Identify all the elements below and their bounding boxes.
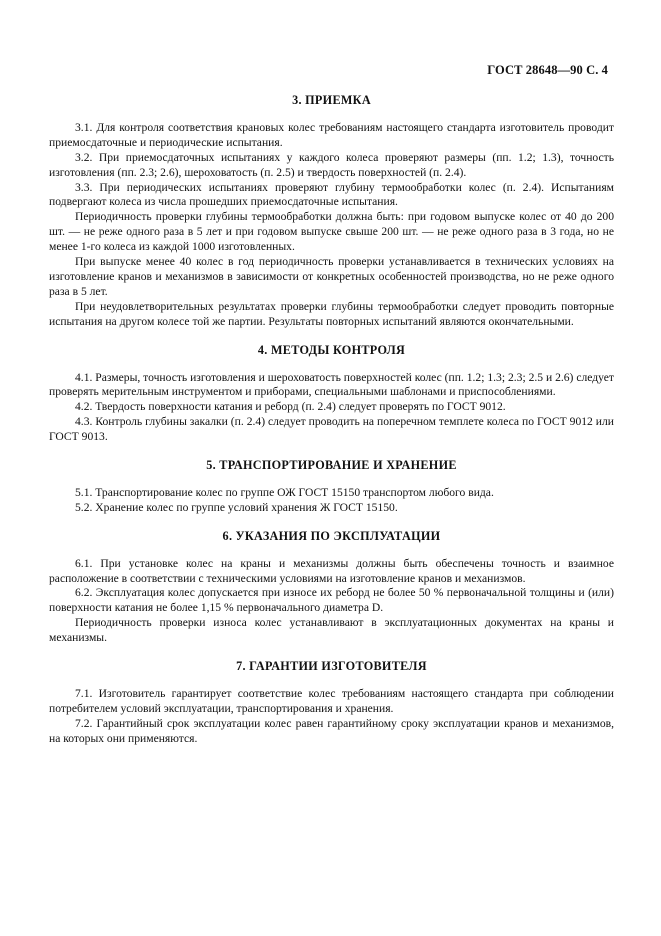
section-control-methods <box>49 343 614 445</box>
paragraph: 4.2. Твердость поверхности катания и реборд (п. 2.4) следует проверять по ГОСТ 9012. <box>75 400 506 414</box>
section-title: 4. МЕТОДЫ КОНТРОЛЯ <box>257 342 406 357</box>
paragraph: Периодичность проверки износа колес устанавливают в эксплуатационных документах на краны и механизмы. <box>49 616 614 645</box>
section-title: 3. ПРИЕМКА <box>292 93 371 107</box>
paragraph: 4.3. Контроль глубины закалки (п. 2.4) следует проводить на поперечном темплете колеса по ГОСТ 9012 или ГОСТ 9013. <box>49 415 614 444</box>
paragraph: 3.2. При приемосдаточных испытаниях у каждого колеса проверяют размеры (пп. 1.2; 1.3), точность изготовления (пп. 2.3; 2.6), шероховатость (п. 2.5) и твердость поверхностей (п. 2.4). <box>49 150 614 179</box>
paragraph: 7.2. Гарантийный срок эксплуатации колес равен гарантийному сроку эксплуатации кранов и механизмов, на которых они применяются. <box>49 716 614 745</box>
paragraph: 6.2. Эксплуатация колес допускается при износе их реборд не более 50 % первоначальной толщины и (или) поверхности катания не более 1,15 % первоначального диаметра D. <box>49 586 614 615</box>
section-acceptance <box>49 93 614 330</box>
page-header: ГОСТ 28648—90 С. 4 <box>487 63 608 77</box>
paragraph: При неудовлетворительных результатах проверки глубины термообработки следует проводить повторные испытания на другом колесе той же партии. Результаты повторных испытаний являются окончательными. <box>49 299 614 328</box>
paragraph: Периодичность проверки глубины термообработки должна быть: при годовом выпуске колес от 40 до 200 шт. — не реже одного раза в 5 лет и при годовом выпуске свыше 200 шт. — не реже одного раза в 3 года, но не менее 1-го колеса из каждой 1000 изготовленных. <box>49 210 614 254</box>
paragraph: 5.2. Хранение колес по группе условий хранения Ж ГОСТ 15150. <box>75 500 398 514</box>
section-title: 5. ТРАНСПОРТИРОВАНИЕ И ХРАНЕНИЕ <box>206 458 457 473</box>
paragraph: 5.1. Транспортирование колес по группе ОЖ ГОСТ 15150 транспортом любого вида. <box>75 485 494 499</box>
paragraph: 7.1. Изготовитель гарантирует соответствие колес требованиям настоящего стандарта при соблюдении потребителем условий эксплуатации, транспортирования и хранения. <box>49 687 614 715</box>
section-operation-instructions <box>49 529 614 646</box>
paragraph: 3.1. Для контроля соответствия крановых колес требованиям настоящего стандарта изготовитель проводит приемосдаточные и периодические испытания. <box>49 120 614 149</box>
paragraph: 6.1. При установке колес на краны и механизмы должны быть обеспечены точность и взаимное расположение в соответствии с техническими условиями на изготовление кранов и механизмов. <box>49 556 614 585</box>
section-manufacturer-warranty <box>49 659 614 747</box>
paragraph: При выпуске менее 40 колес в год периодичность проверки устанавливается в технических условиях на изготовление кранов и механизмов в зависимости от конкретных особенностей производства, но не реже одного раза в 5 лет. <box>49 255 614 298</box>
paragraph: 4.1. Размеры, точность изготовления и шероховатость поверхностей колес (пп. 1.2; 1.3; 2.3; 2.5 и 2.6) следует проверять мерительным инструментом и приборами, специальными шаблонами и приспособлениями. <box>49 370 614 399</box>
section-transport-storage <box>49 458 614 516</box>
paragraph: 3.3. При периодических испытаниях проверяют глубину термообработки колес (п. 2.4). Испытаниям подвергают колеса из числа прошедших приемосдаточные испытания. <box>49 180 614 209</box>
section-title: 7. ГАРАНТИИ ИЗГОТОВИТЕЛЯ <box>236 659 427 674</box>
section-title: 6. УКАЗАНИЯ ПО ЭКСПЛУАТАЦИИ <box>222 528 441 543</box>
document-body <box>49 93 614 747</box>
